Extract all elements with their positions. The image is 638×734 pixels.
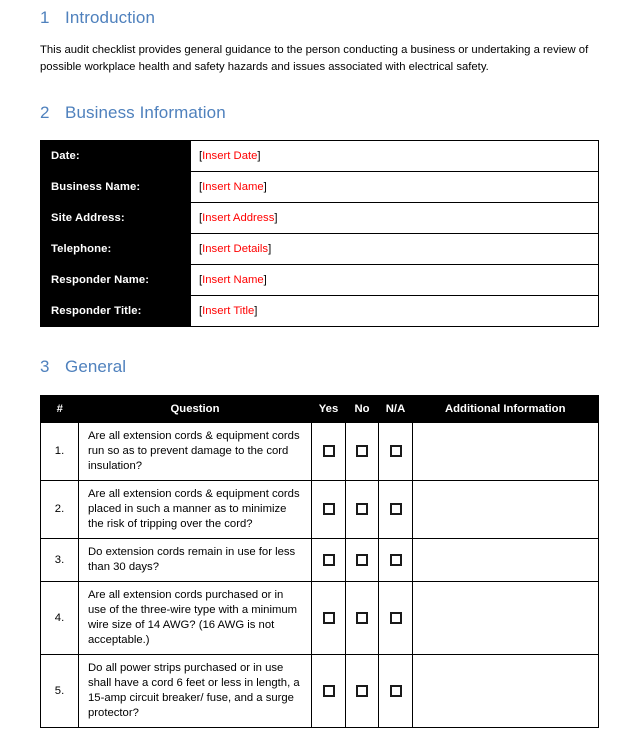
checkbox-na-cell[interactable] <box>379 655 413 728</box>
row-number: 2. <box>41 481 79 539</box>
placeholder-open-bracket: [ <box>199 212 203 224</box>
introduction-paragraph: This audit checklist provides general guidance to the person conducting a business or undertaking a review of possible workplace health and safety hazards and issues associated with electrical safety. <box>40 44 589 73</box>
additional-information-cell[interactable] <box>413 539 599 582</box>
header-number: # <box>41 396 79 423</box>
section-heading-general <box>40 356 598 377</box>
placeholder-text: Insert Address <box>202 212 275 224</box>
checkbox-na-cell[interactable] <box>379 481 413 539</box>
additional-information-cell[interactable] <box>413 655 599 728</box>
checkbox-na-cell[interactable] <box>379 582 413 655</box>
row-number: 3. <box>41 539 79 582</box>
checkbox-no[interactable] <box>356 612 368 624</box>
checkbox-yes[interactable] <box>323 612 335 624</box>
header-na: N/A <box>379 396 413 423</box>
header-no: No <box>346 396 379 423</box>
document-content <box>40 0 598 728</box>
business-info-value[interactable] <box>191 265 599 296</box>
business-info-row <box>41 296 599 327</box>
placeholder-text: Insert Date <box>202 150 258 162</box>
row-number: 1. <box>41 423 79 481</box>
placeholder-close-bracket: ] <box>263 274 267 286</box>
business-info-row <box>41 141 599 172</box>
business-info-value[interactable] <box>191 141 599 172</box>
business-info-label: Date: <box>41 141 191 172</box>
placeholder-close-bracket: ] <box>274 212 278 224</box>
checkbox-yes[interactable] <box>323 503 335 515</box>
business-info-row <box>41 265 599 296</box>
checkbox-na[interactable] <box>390 685 402 697</box>
checkbox-no-cell[interactable] <box>346 481 379 539</box>
checkbox-yes-cell[interactable] <box>312 582 346 655</box>
business-information-table <box>40 140 599 327</box>
row-number: 4. <box>41 582 79 655</box>
placeholder-close-bracket: ] <box>254 305 258 317</box>
placeholder-close-bracket: ] <box>263 181 267 193</box>
placeholder-close-bracket: ] <box>257 150 261 162</box>
checkbox-yes-cell[interactable] <box>312 423 346 481</box>
additional-information-cell[interactable] <box>413 582 599 655</box>
checkbox-na-cell[interactable] <box>379 423 413 481</box>
business-info-value[interactable] <box>191 296 599 327</box>
question-text: Are all extension cords & equipment cords run so as to prevent damage to the cord insulation? <box>79 423 312 481</box>
checklist-header-row <box>41 396 599 423</box>
section-number: 3 <box>40 357 50 376</box>
placeholder-open-bracket: [ <box>199 243 203 255</box>
checkbox-yes[interactable] <box>323 685 335 697</box>
section-title: Introduction <box>65 8 156 27</box>
business-info-row <box>41 234 599 265</box>
question-text: Are all extension cords purchased or in use of the three-wire type with a minimum wire size of 14 AWG? (16 AWG is not acceptable.) <box>79 582 312 655</box>
business-info-label: Responder Name: <box>41 265 191 296</box>
table-row <box>41 481 599 539</box>
placeholder-open-bracket: [ <box>199 305 203 317</box>
placeholder-open-bracket: [ <box>199 150 203 162</box>
business-info-value[interactable] <box>191 203 599 234</box>
checkbox-na[interactable] <box>390 612 402 624</box>
business-info-value[interactable] <box>191 234 599 265</box>
general-checklist-table <box>40 395 599 728</box>
checkbox-yes[interactable] <box>323 554 335 566</box>
business-info-label: Responder Title: <box>41 296 191 327</box>
header-yes: Yes <box>312 396 346 423</box>
header-question: Question <box>79 396 312 423</box>
additional-information-cell[interactable] <box>413 423 599 481</box>
placeholder-text: Insert Details <box>202 243 269 255</box>
table-row <box>41 539 599 582</box>
question-text: Do all power strips purchased or in use shall have a cord 6 feet or less in length, a 15-amp circuit breaker/ fuse, and a surge protector? <box>79 655 312 728</box>
checkbox-no-cell[interactable] <box>346 539 379 582</box>
checkbox-no-cell[interactable] <box>346 582 379 655</box>
placeholder-open-bracket: [ <box>199 274 203 286</box>
section-heading-introduction <box>40 7 598 28</box>
checkbox-na[interactable] <box>390 445 402 457</box>
placeholder-text: Insert Title <box>202 305 255 317</box>
table-row <box>41 655 599 728</box>
placeholder-text: Insert Name <box>202 274 264 286</box>
section-title: General <box>65 357 127 376</box>
question-text: Are all extension cords & equipment cords placed in such a manner as to minimize the risk of tripping over the cord? <box>79 481 312 539</box>
business-info-row <box>41 172 599 203</box>
checkbox-yes[interactable] <box>323 445 335 457</box>
business-info-row <box>41 203 599 234</box>
section-heading-business-information <box>40 102 598 123</box>
checkbox-no[interactable] <box>356 685 368 697</box>
business-info-label: Business Name: <box>41 172 191 203</box>
checkbox-no[interactable] <box>356 503 368 515</box>
checkbox-no[interactable] <box>356 554 368 566</box>
section-title: Business Information <box>65 103 226 122</box>
question-text: Do extension cords remain in use for less than 30 days? <box>79 539 312 582</box>
table-row <box>41 582 599 655</box>
business-info-label: Telephone: <box>41 234 191 265</box>
section-number: 1 <box>40 8 50 27</box>
section-number: 2 <box>40 103 50 122</box>
placeholder-open-bracket: [ <box>199 181 203 193</box>
row-number: 5. <box>41 655 79 728</box>
checkbox-no[interactable] <box>356 445 368 457</box>
business-info-label: Site Address: <box>41 203 191 234</box>
checkbox-na-cell[interactable] <box>379 539 413 582</box>
placeholder-close-bracket: ] <box>268 243 272 255</box>
checkbox-yes-cell[interactable] <box>312 655 346 728</box>
checkbox-na[interactable] <box>390 503 402 515</box>
placeholder-text: Insert Name <box>202 181 264 193</box>
header-additional: Additional Information <box>413 396 599 423</box>
checkbox-yes-cell[interactable] <box>312 481 346 539</box>
table-row <box>41 423 599 481</box>
checkbox-no-cell[interactable] <box>346 423 379 481</box>
additional-information-cell[interactable] <box>413 481 599 539</box>
checkbox-yes-cell[interactable] <box>312 539 346 582</box>
checkbox-no-cell[interactable] <box>346 655 379 728</box>
checkbox-na[interactable] <box>390 554 402 566</box>
business-info-value[interactable] <box>191 172 599 203</box>
